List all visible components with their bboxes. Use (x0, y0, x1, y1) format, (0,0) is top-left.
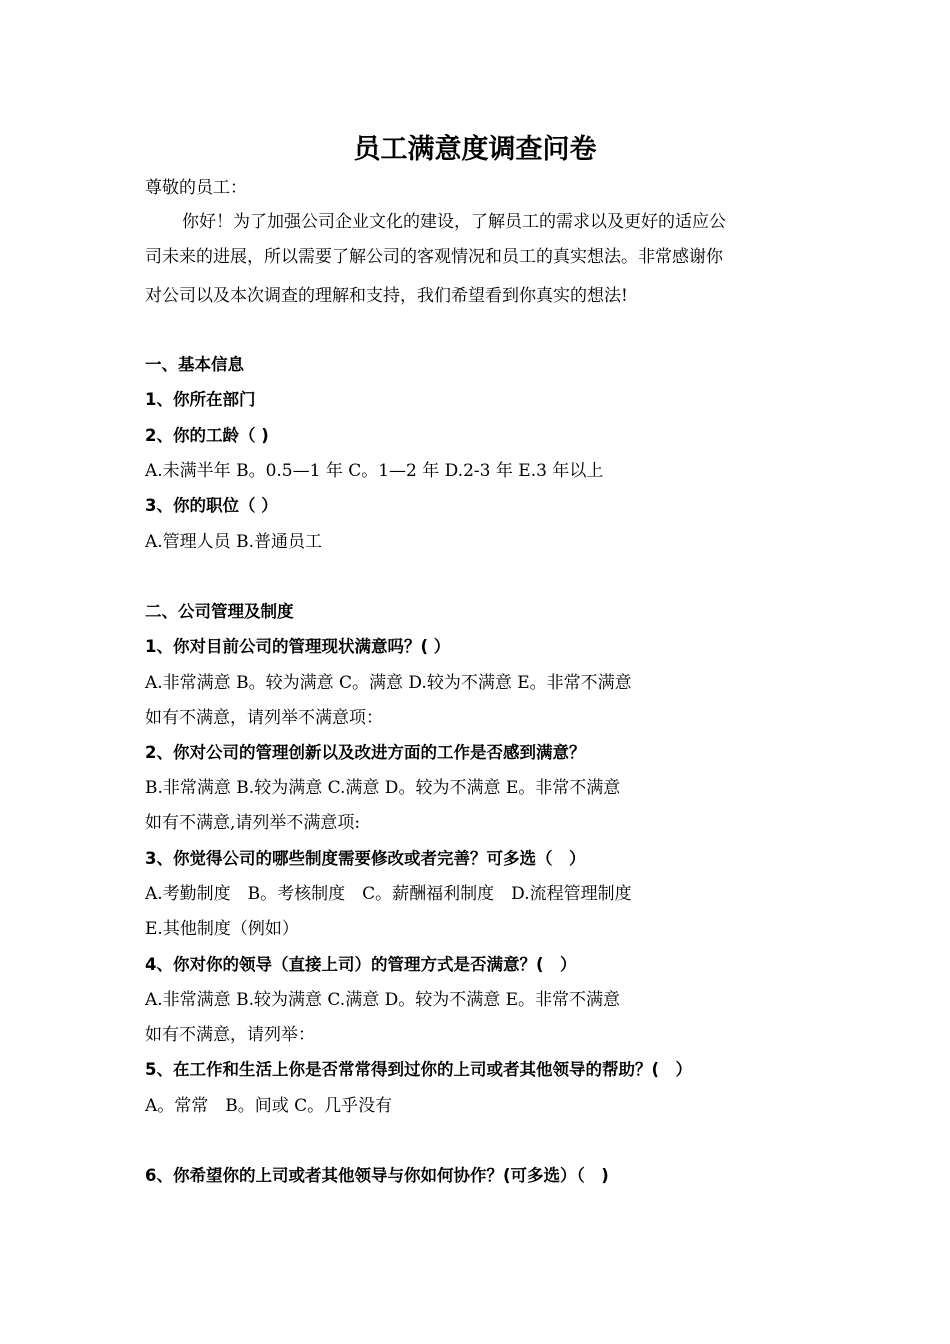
options-policies: A.考勤制度 B。考核制度 C。薪酬福利制度 D.流程管理制度 (145, 884, 632, 904)
question-policies: 3、你觉得公司的哪些制度需要修改或者完善？可多选（ ） (145, 849, 586, 868)
question-tenure: 2、你的工龄（ ) (145, 426, 269, 445)
options-supervisor-style: A.非常满意 B.较为满意 C.满意 D。较为不满意 E。非常不满意 (145, 990, 621, 1010)
question-management-status: 1、你对目前公司的管理现状满意吗？( ） (145, 637, 451, 656)
greeting: 尊敬的员工： (145, 178, 247, 198)
question-supervisor-style: 4、你对你的领导（直接上司）的管理方式是否满意？( ） (145, 955, 577, 974)
note-management-status: 如有不满意，请列举不满意项： (145, 708, 383, 728)
options-tenure: A.未满半年 B。0.5—1 年 C。1—2 年 D.2-3 年 E.3 年以上 (145, 461, 604, 481)
options-management-status: A.非常满意 B。较为满意 C。满意 D.较为不满意 E。非常不满意 (145, 673, 632, 693)
note-management-innovation: 如有不满意,请列举不满意项: (145, 813, 361, 833)
intro-line-3: 对公司以及本次调查的理解和支持，我们希望看到你真实的想法! (145, 286, 628, 306)
intro-line-1: 你好！为了加强公司企业文化的建设，了解员工的需求以及更好的适应公 (182, 212, 726, 232)
section-heading-basic-info: 一、基本信息 (145, 355, 244, 374)
question-management-innovation: 2、你对公司的管理创新以及改进方面的工作是否感到满意？ (145, 743, 586, 762)
question-supervisor-collaboration: 6、你希望你的上司或者其他领导与你如何协作？(可多选）（ ) (145, 1166, 609, 1185)
options-position: A.管理人员 B.普通员工 (145, 532, 322, 552)
question-department: 1、你所在部门 (145, 390, 256, 409)
options-supervisor-help: A。常常 B。间或 C。几乎没有 (145, 1096, 393, 1116)
options-policies-other: E.其他制度（例如） (145, 919, 299, 939)
question-supervisor-help: 5、在工作和生活上你是否常常得到过你的上司或者其他领导的帮助？( ） (145, 1060, 693, 1079)
options-management-innovation: B.非常满意 B.较为满意 C.满意 D。较为不满意 E。非常不满意 (145, 778, 621, 798)
document-title: 员工满意度调查问卷 (353, 134, 597, 165)
question-position: 3、你的职位（ ） (145, 496, 278, 515)
note-supervisor-style: 如有不满意，请列举： (145, 1025, 315, 1045)
section-heading-management: 二、公司管理及制度 (145, 602, 294, 621)
intro-line-2: 司未来的进展，所以需要了解公司的客观情况和员工的真实想法。非常感谢你 (145, 247, 723, 267)
